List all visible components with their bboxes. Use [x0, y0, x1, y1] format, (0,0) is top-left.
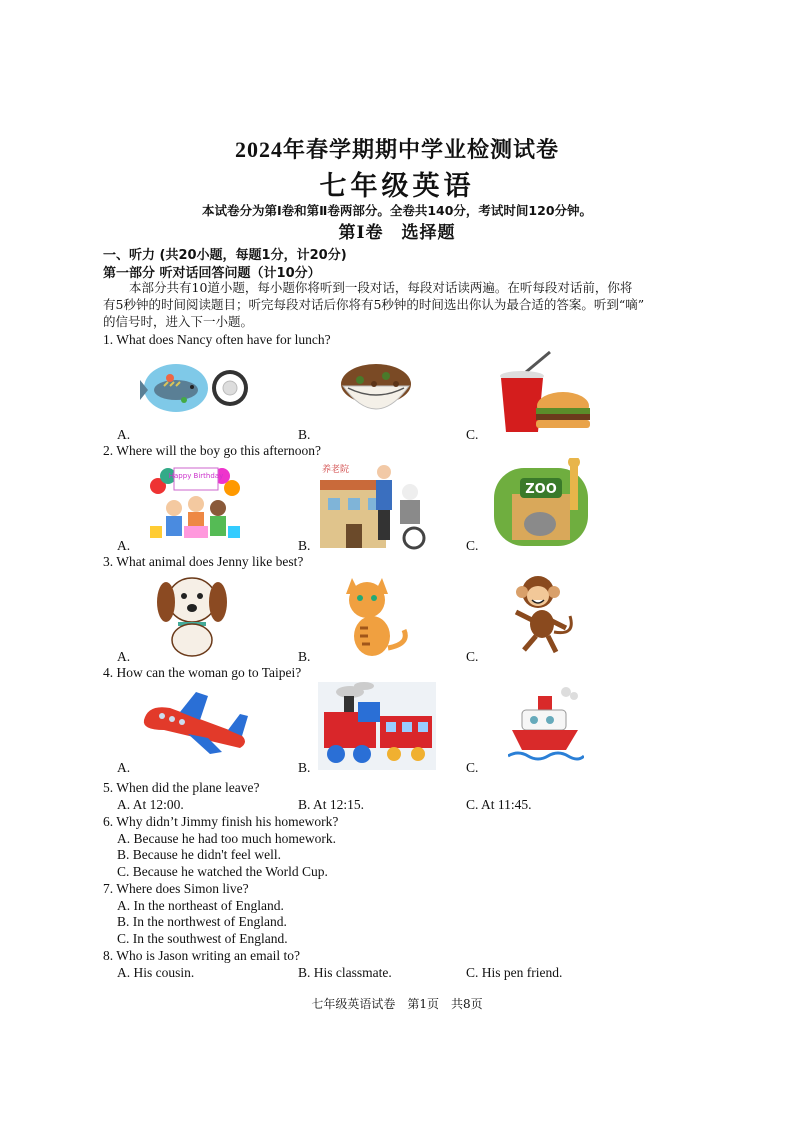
q5-option-b: B. At 12:15. — [298, 797, 365, 812]
question-7: 7. Where does Simon live? — [103, 881, 249, 896]
monkey-picture — [510, 572, 580, 658]
part-heading: 第一部分 听对话回答问题（计10分） — [103, 266, 321, 281]
subject-title: 七年级英语 — [319, 171, 475, 201]
exam-note: 本试卷分为第Ⅰ卷和第Ⅱ卷两部分。全卷共140分，考试时间120分钟。 — [201, 203, 593, 218]
q1-option-a: A. — [117, 427, 131, 442]
dog-picture — [156, 572, 230, 658]
q6-option-a: A. Because he had too much homework. — [117, 831, 336, 846]
q3-option-b: B. — [298, 649, 311, 664]
party-banner-text: Happy Birthday — [168, 472, 224, 480]
q2-option-c: C. — [466, 538, 479, 553]
exam-title: 2024年春学期期中学业检测试卷 — [234, 137, 559, 162]
q8-option-b: B. His classmate. — [298, 965, 392, 980]
zoo-picture — [494, 458, 588, 546]
fish-and-rice-picture — [140, 360, 250, 416]
section-heading-listening: 一、听力 (共20小题，每题1分，计20分) — [103, 248, 347, 263]
q6-option-b: B. Because he didn't feel well. — [117, 847, 282, 862]
question-8: 8. Who is Jason writing an email to? — [103, 948, 300, 963]
q3-option-a: A. — [117, 649, 131, 664]
q4-option-b: B. — [298, 760, 311, 775]
q5-option-a: A. At 12:00. — [117, 797, 184, 812]
train-picture — [318, 682, 436, 770]
instructions-line-3: 的信号时，进入下一小题。 — [103, 314, 254, 329]
q4-option-c: C. — [466, 760, 479, 775]
q5-option-c: C. At 11:45. — [466, 797, 532, 812]
ship-picture — [508, 686, 584, 764]
question-6: 6. Why didn’t Jimmy finish his homework? — [103, 814, 339, 829]
q3-option-c: C. — [466, 649, 479, 664]
instructions-line-2: 有5秒钟的时间阅读题目；听完每段对话后你将有5秒钟的时间选出你认为最合适的答案。听到“嘀” — [103, 297, 645, 312]
q2-option-a: A. — [117, 538, 131, 553]
question-2: 2. Where will the boy go this afternoon? — [103, 443, 321, 458]
plane-picture — [140, 690, 252, 756]
nursing-home-sign: 养老院 — [322, 465, 350, 475]
question-3: 3. What animal does Jenny like best? — [103, 554, 304, 569]
birthday-party-picture — [144, 460, 244, 544]
instructions-line-1: 本部分共有10道小题，每小题你将听到一段对话，每段对话读两遍。在听每段对话前，你将 — [129, 280, 633, 295]
noodles-picture — [340, 360, 412, 418]
q7-option-b: B. In the northwest of England. — [117, 914, 287, 929]
nursing-home-picture — [318, 458, 434, 550]
q7-option-c: C. In the southwest of England. — [117, 931, 288, 946]
q8-option-a: A. His cousin. — [117, 965, 195, 980]
cat-picture — [338, 572, 412, 658]
q1-option-c: C. — [466, 427, 479, 442]
q2-option-b: B. — [298, 538, 311, 553]
q4-option-a: A. — [117, 760, 131, 775]
volume-heading: 第Ⅰ卷 选择题 — [338, 223, 456, 242]
q7-option-a: A. In the northeast of England. — [117, 898, 284, 913]
page-footer: 七年级英语试卷 第1页 共8页 — [311, 997, 483, 1011]
cola-and-hamburger-picture — [498, 350, 590, 434]
q1-option-b: B. — [298, 427, 311, 442]
q6-option-c: C. Because he watched the World Cup. — [117, 864, 328, 879]
question-4: 4. How can the woman go to Taipei? — [103, 665, 302, 680]
question-5: 5. When did the plane leave? — [103, 780, 260, 795]
q8-option-c: C. His pen friend. — [466, 965, 563, 980]
zoo-sign-text: ZOO — [525, 482, 557, 497]
question-1: 1. What does Nancy often have for lunch? — [103, 332, 331, 347]
